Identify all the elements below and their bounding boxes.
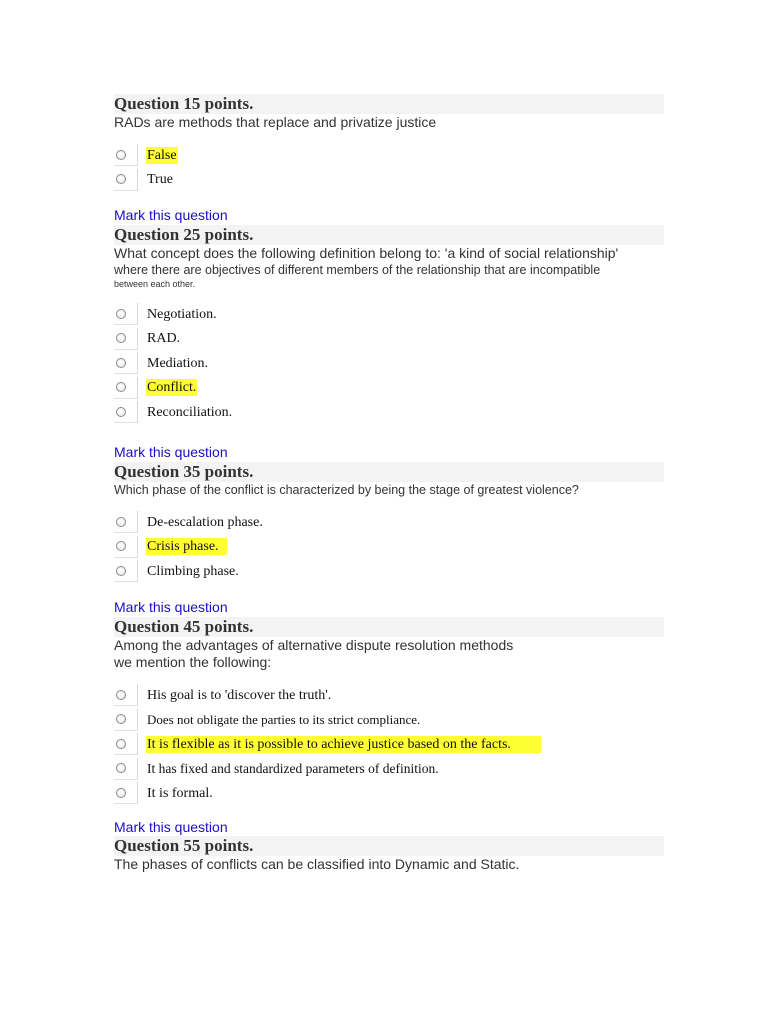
option-row[interactable] bbox=[114, 302, 664, 327]
question-text-line: where there are objectives of different members of the relationship that are incompatible bbox=[114, 263, 601, 277]
option-label: His goal is to 'discover the truth'. bbox=[147, 687, 332, 703]
option-row[interactable] bbox=[114, 732, 664, 757]
question-3 bbox=[114, 462, 664, 584]
radio-button[interactable] bbox=[116, 739, 126, 749]
option-row[interactable] bbox=[114, 400, 664, 425]
question-header: Question 45 points. bbox=[114, 617, 664, 637]
question-1 bbox=[114, 94, 664, 192]
radio-button[interactable] bbox=[116, 517, 126, 527]
options-list bbox=[114, 683, 664, 806]
option-row[interactable] bbox=[114, 351, 664, 376]
option-label: It has fixed and standardized parameters of definition. bbox=[147, 761, 439, 777]
radio-button[interactable] bbox=[116, 309, 126, 319]
option-label: True bbox=[147, 172, 173, 188]
question-text-line: What concept does the following definition belong to: 'a kind of social relationship' bbox=[114, 245, 619, 261]
option-label: Mediation. bbox=[147, 355, 209, 371]
option-label: It is flexible as it is possible to achieve justice based on the facts. bbox=[146, 736, 541, 753]
question-header: Question 15 points. bbox=[114, 94, 664, 114]
mark-question-link[interactable]: Mark this question bbox=[114, 207, 228, 223]
option-label: Negotiation. bbox=[147, 306, 217, 322]
question-text-line: Which phase of the conflict is characterized by being the stage of greatest violence? bbox=[114, 483, 579, 497]
option-row[interactable] bbox=[114, 168, 664, 193]
radio-button[interactable] bbox=[116, 333, 126, 343]
option-label: Reconciliation. bbox=[147, 404, 233, 420]
options-list bbox=[114, 510, 664, 584]
question-header: Question 25 points. bbox=[114, 225, 664, 245]
options-list bbox=[114, 302, 664, 425]
radio-button[interactable] bbox=[116, 788, 126, 798]
radio-button[interactable] bbox=[116, 690, 126, 700]
radio-button[interactable] bbox=[116, 382, 126, 392]
option-label: Crisis phase. bbox=[146, 538, 227, 555]
radio-button[interactable] bbox=[116, 407, 126, 417]
question-text bbox=[114, 637, 664, 671]
radio-button[interactable] bbox=[116, 174, 126, 184]
option-row[interactable] bbox=[114, 781, 664, 806]
mark-question-link[interactable]: Mark this question bbox=[114, 599, 228, 615]
option-label: Conflict. bbox=[147, 380, 197, 396]
question-text bbox=[114, 856, 664, 873]
option-row[interactable] bbox=[114, 143, 664, 168]
option-row[interactable] bbox=[114, 559, 664, 584]
option-row[interactable] bbox=[114, 708, 664, 733]
question-text-line: we mention the following: bbox=[114, 654, 272, 670]
question-text-line: Among the advantages of alternative dispute resolution methods bbox=[114, 637, 514, 653]
option-row[interactable] bbox=[114, 757, 664, 782]
question-5 bbox=[114, 836, 664, 873]
question-2 bbox=[114, 225, 664, 425]
question-header: Question 55 points. bbox=[114, 836, 664, 856]
option-label: De-escalation phase. bbox=[147, 514, 263, 530]
question-text-line: RADs are methods that replace and privatize justice bbox=[114, 114, 437, 130]
mark-question-link[interactable]: Mark this question bbox=[114, 819, 228, 835]
radio-button[interactable] bbox=[116, 358, 126, 368]
option-label: Climbing phase. bbox=[147, 563, 239, 579]
option-label: Does not obligate the parties to its strict compliance. bbox=[147, 712, 421, 728]
option-label: It is formal. bbox=[147, 785, 213, 801]
option-row[interactable] bbox=[114, 535, 664, 560]
question-4 bbox=[114, 617, 664, 806]
option-row[interactable] bbox=[114, 327, 664, 352]
radio-button[interactable] bbox=[116, 763, 126, 773]
question-text bbox=[114, 482, 664, 498]
question-text bbox=[114, 114, 664, 131]
question-text bbox=[114, 245, 664, 290]
radio-button[interactable] bbox=[116, 150, 126, 160]
options-list bbox=[114, 143, 664, 192]
question-text-line: between each other. bbox=[114, 279, 196, 289]
question-header: Question 35 points. bbox=[114, 462, 664, 482]
option-row[interactable] bbox=[114, 510, 664, 535]
radio-button[interactable] bbox=[116, 541, 126, 551]
question-text-line: The phases of conflicts can be classified into Dynamic and Static. bbox=[114, 856, 520, 872]
mark-question-link[interactable]: Mark this question bbox=[114, 444, 228, 460]
radio-button[interactable] bbox=[116, 714, 126, 724]
option-row[interactable] bbox=[114, 683, 664, 708]
option-label: RAD. bbox=[147, 331, 181, 347]
option-label: False bbox=[147, 147, 177, 163]
option-row[interactable] bbox=[114, 376, 664, 401]
radio-button[interactable] bbox=[116, 566, 126, 576]
